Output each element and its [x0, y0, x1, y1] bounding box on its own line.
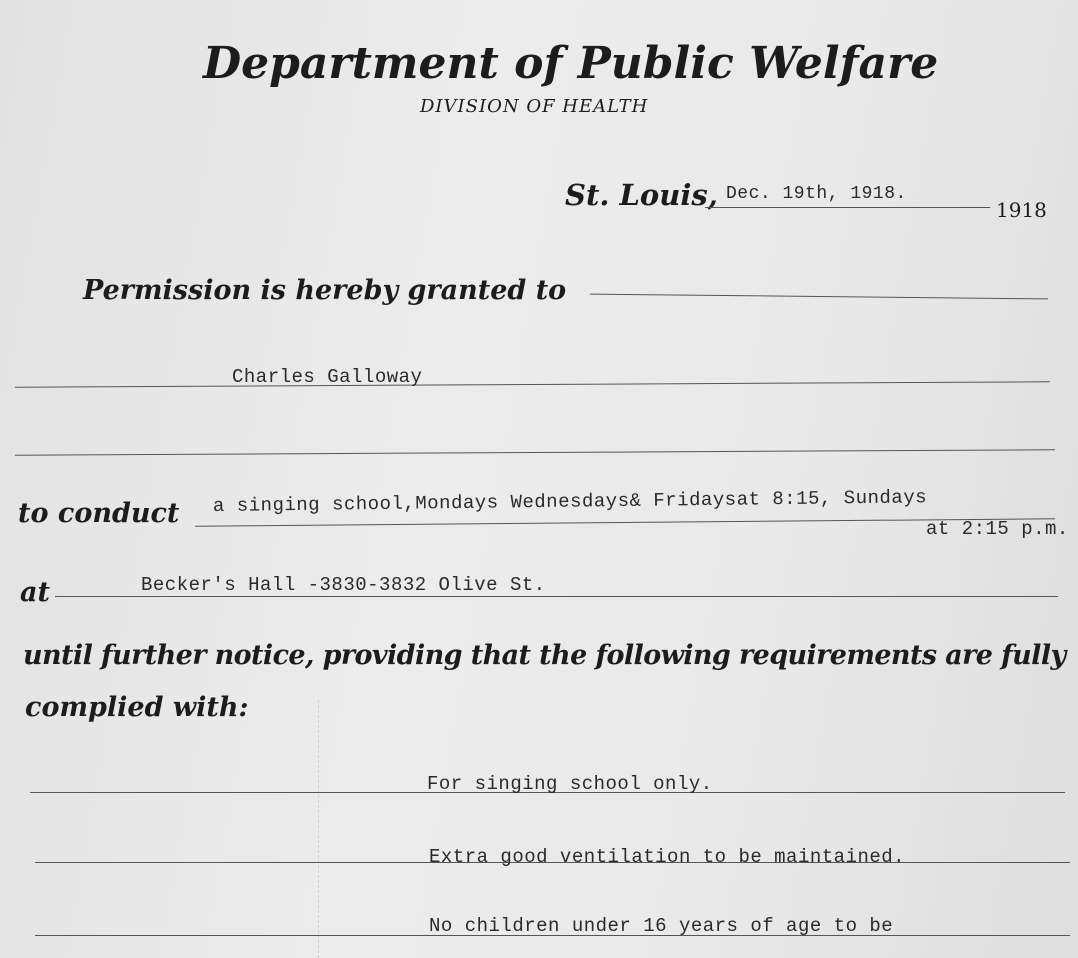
requirement-item: For singing school only.	[427, 773, 713, 795]
requirement-item: No children under 16 years of age to be	[429, 915, 894, 937]
typed-date: Dec. 19th, 1918.	[726, 184, 907, 204]
conduct-text: a singing school,Mondays Wednesdays& Fridaysat 8:15, Sundays	[212, 486, 928, 517]
requirements-intro-line1: until further notice, providing that the following requirements are fully	[23, 640, 1066, 671]
location-label: at	[20, 577, 50, 608]
printed-year: 1918	[996, 198, 1047, 222]
conduct-text-continued: at 2:15 p.m.	[926, 518, 1069, 540]
requirement-item: Extra good ventilation to be maintained.	[429, 846, 906, 868]
place-label: St. Louis,	[565, 178, 718, 212]
document-title: Department of Public Welfare	[203, 38, 939, 89]
permission-label: Permission is hereby granted to	[83, 275, 567, 306]
conduct-label: to conduct	[18, 498, 180, 529]
location-text: Becker's Hall -3830-3832 Olive St.	[141, 574, 546, 596]
document-subtitle: DIVISION OF HEALTH	[420, 96, 649, 117]
grantee-name: Charles Galloway	[232, 366, 423, 388]
requirements-intro-line2: complied with:	[25, 692, 249, 723]
